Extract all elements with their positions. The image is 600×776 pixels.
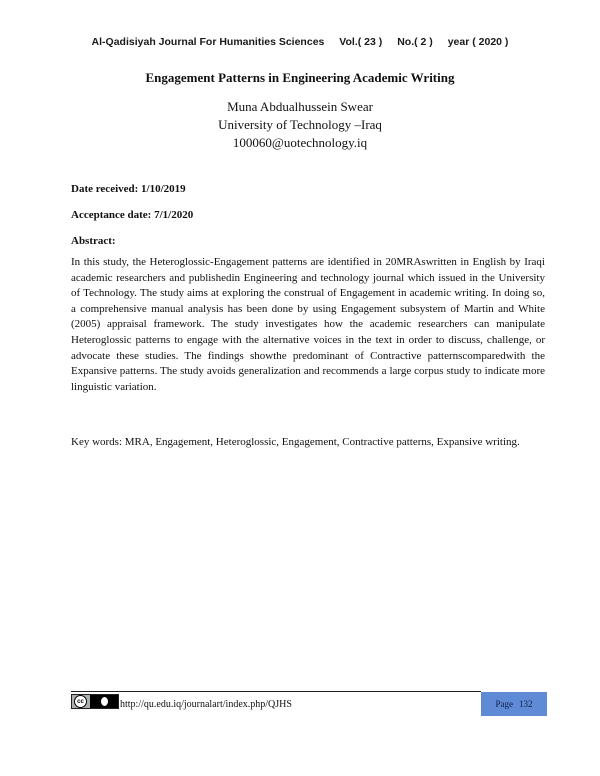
by-attribution-icon xyxy=(90,695,118,708)
cc-logo: cc xyxy=(74,695,87,708)
author-affiliation: University of Technology –Iraq xyxy=(218,117,382,132)
journal-url-link[interactable]: http://qu.edu.iq/journalart/index.php/QJHS xyxy=(120,699,292,710)
author-email: 100060@uotechnology.iq xyxy=(232,135,368,150)
keywords: Key words: MRA, Engagement, Heteroglossic, Engagement, Contractive patterns, Expansive writing. xyxy=(71,436,520,448)
author-block xyxy=(0,98,600,152)
journal-name: Al-Qadisiyah Journal For Humanities Sciences xyxy=(91,36,325,48)
abstract-body: In this study, the Heteroglossic-Engagement patterns are identified in 20MRAswritten in English by Iraqi academic researchers and publishedin Engineering and technology journal which issued in the University of Technology. The study aims at exploring the construal of Engagement in academic writing. In doing so, a comprehensive manual analysis has been done by using Engagement subsystem of Martin and White (2005) appraisal framework. The study investigates how the academic researchers can manipulate Heteroglossic patterns to engage with the alternative voices in the text in order to discuss, challenge, or advocate these studies. The findings showthe predominant of Contractive patternscomparedwith the Expansive patterns. The study avoids generalization and recommends a large corpus study to indicate more linguistic variation. xyxy=(71,256,545,393)
journal-volume: Vol.( 23 ) xyxy=(339,36,383,48)
date-received: Date received: 1/10/2019 xyxy=(71,183,186,195)
journal-number: No.( 2 ) xyxy=(397,36,433,48)
journal-header xyxy=(0,36,600,48)
cc-by-icon xyxy=(71,694,119,709)
journal-year: year ( 2020 ) xyxy=(447,36,509,48)
page-number-box xyxy=(481,692,547,716)
person-icon xyxy=(101,697,108,706)
acceptance-date: Acceptance date: 7/1/2020 xyxy=(71,209,194,221)
abstract-heading: Abstract: xyxy=(71,235,116,247)
page-number: 132 xyxy=(519,699,533,709)
article-title: Engagement Patterns in Engineering Academic Writing xyxy=(145,70,455,85)
page-label: Page xyxy=(495,699,513,709)
author-name: Muna Abdualhussein Swear xyxy=(227,99,373,114)
footer-divider xyxy=(71,691,481,692)
